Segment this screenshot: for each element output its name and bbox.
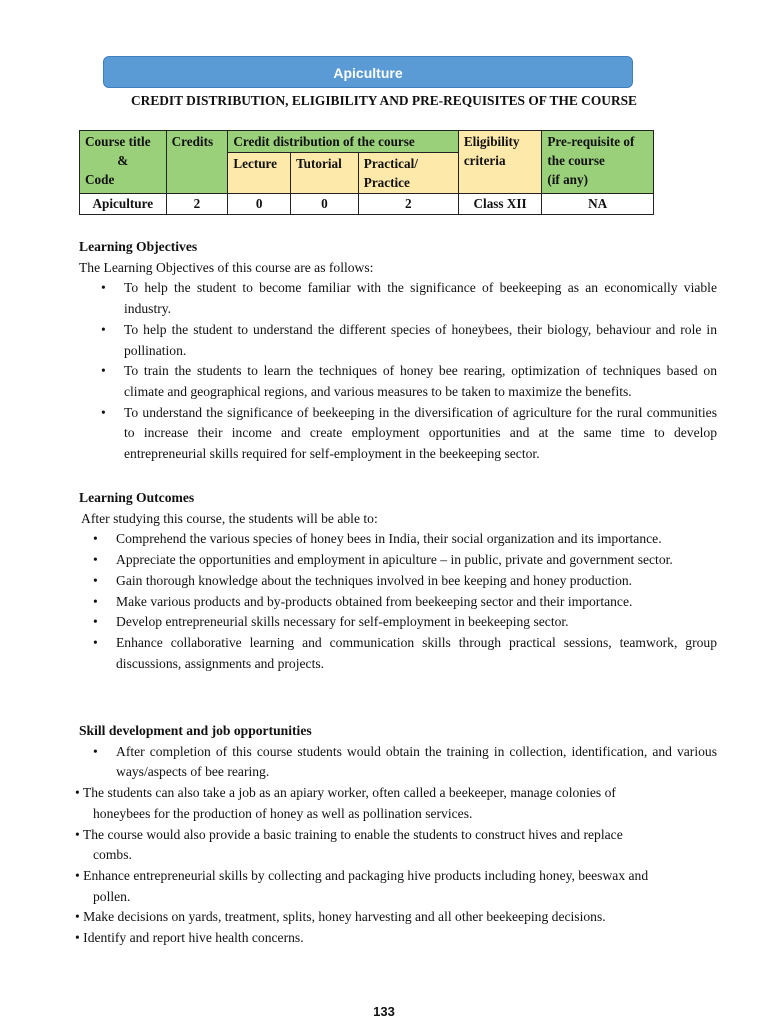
header-prerequisite: Pre-requisite of the course (if any) xyxy=(542,131,654,194)
cell-tutorial: 0 xyxy=(291,194,359,215)
page-number: 133 xyxy=(373,1004,395,1019)
header-course-title: Course title & Code xyxy=(80,131,167,194)
list-item: • Make various products and by-products obtained from beekeeping sector and their importance. xyxy=(79,592,717,613)
list-item: • Make decisions on yards, treatment, splits, honey harvesting and all other beekeeping decisions. xyxy=(75,907,717,928)
learning-outcomes-intro: After studying this course, the students will be able to: xyxy=(81,510,378,526)
credit-distribution-table xyxy=(79,130,654,215)
learning-outcomes-section xyxy=(79,488,717,674)
header-eligibility: Eligibility criteria xyxy=(458,131,542,194)
skills-list xyxy=(79,742,717,949)
list-item: • Develop entrepreneurial skills necessary for self-employment in beekeeping sector. xyxy=(79,612,717,633)
list-item: • To help the student to understand the different species of honeybees, their biology, behaviour and role in pollination. xyxy=(79,320,717,361)
cell-credits: 2 xyxy=(166,194,228,215)
cell-lecture: 0 xyxy=(228,194,291,215)
learning-objectives-list xyxy=(79,278,717,464)
course-title-banner: Apiculture xyxy=(103,56,633,88)
cell-eligibility: Class XII xyxy=(458,194,542,215)
learning-outcomes-list xyxy=(79,529,717,674)
list-item: • After completion of this course students would obtain the training in collection, identification, and various ways/aspects of bee rearing. xyxy=(79,742,717,783)
list-item: • Identify and report hive health concerns. xyxy=(75,928,717,949)
cell-practical: 2 xyxy=(358,194,458,215)
learning-objectives-heading: Learning Objectives xyxy=(79,239,198,254)
section-subtitle: CREDIT DISTRIBUTION, ELIGIBILITY AND PRE-REQUISITES OF THE COURSE xyxy=(130,93,637,108)
learning-outcomes-heading: Learning Outcomes xyxy=(79,490,195,505)
header-lecture: Lecture xyxy=(228,153,291,194)
cell-prerequisite: NA xyxy=(542,194,654,215)
cell-course-title: Apiculture xyxy=(80,194,167,215)
header-tutorial: Tutorial xyxy=(291,153,359,194)
list-item: • To help the student to become familiar with the significance of beekeeping as an economically viable industry. xyxy=(79,278,717,319)
list-item: • Appreciate the opportunities and employment in apiculture – in public, private and government sector. xyxy=(79,550,717,571)
list-item: • Gain thorough knowledge about the techniques involved in bee keeping and honey production. xyxy=(79,571,717,592)
list-item: • To train the students to learn the techniques of honey bee rearing, optimization of techniques based on climate and geographical regions, and various measures to be taken to maximize the benefits. xyxy=(79,361,717,402)
list-item: • Enhance collaborative learning and communication skills through practical sessions, teamwork, group discussions, assignments and projects. xyxy=(79,633,717,674)
header-practical: Practical/ Practice xyxy=(358,153,458,194)
list-item: • Enhance entrepreneurial skills by collecting and packaging hive products including honey, beeswax and pollen. xyxy=(75,866,717,907)
list-item: • Comprehend the various species of honey bees in India, their social organization and its importance. xyxy=(79,529,717,550)
skills-section xyxy=(79,721,717,949)
header-credit-distribution: Credit distribution of the course xyxy=(228,131,459,153)
learning-objectives-intro: The Learning Objectives of this course are as follows: xyxy=(79,259,374,275)
header-credits: Credits xyxy=(166,131,228,194)
skills-heading: Skill development and job opportunities xyxy=(79,723,312,738)
list-item: • The course would also provide a basic training to enable the students to construct hives and replace combs. xyxy=(75,825,717,866)
list-item: • To understand the significance of beekeeping in the diversification of agriculture for the rural communities to increase their income and create employment opportunities and at the same time to develop entrepreneurial skills required for self-employment in the beekeeping sector. xyxy=(79,403,717,465)
learning-objectives-section xyxy=(79,237,717,465)
table-row xyxy=(80,194,654,215)
list-item: • The students can also take a job as an apiary worker, often called a beekeeper, manage colonies of honeybees for the production of honey as well as pollination services. xyxy=(75,783,717,824)
